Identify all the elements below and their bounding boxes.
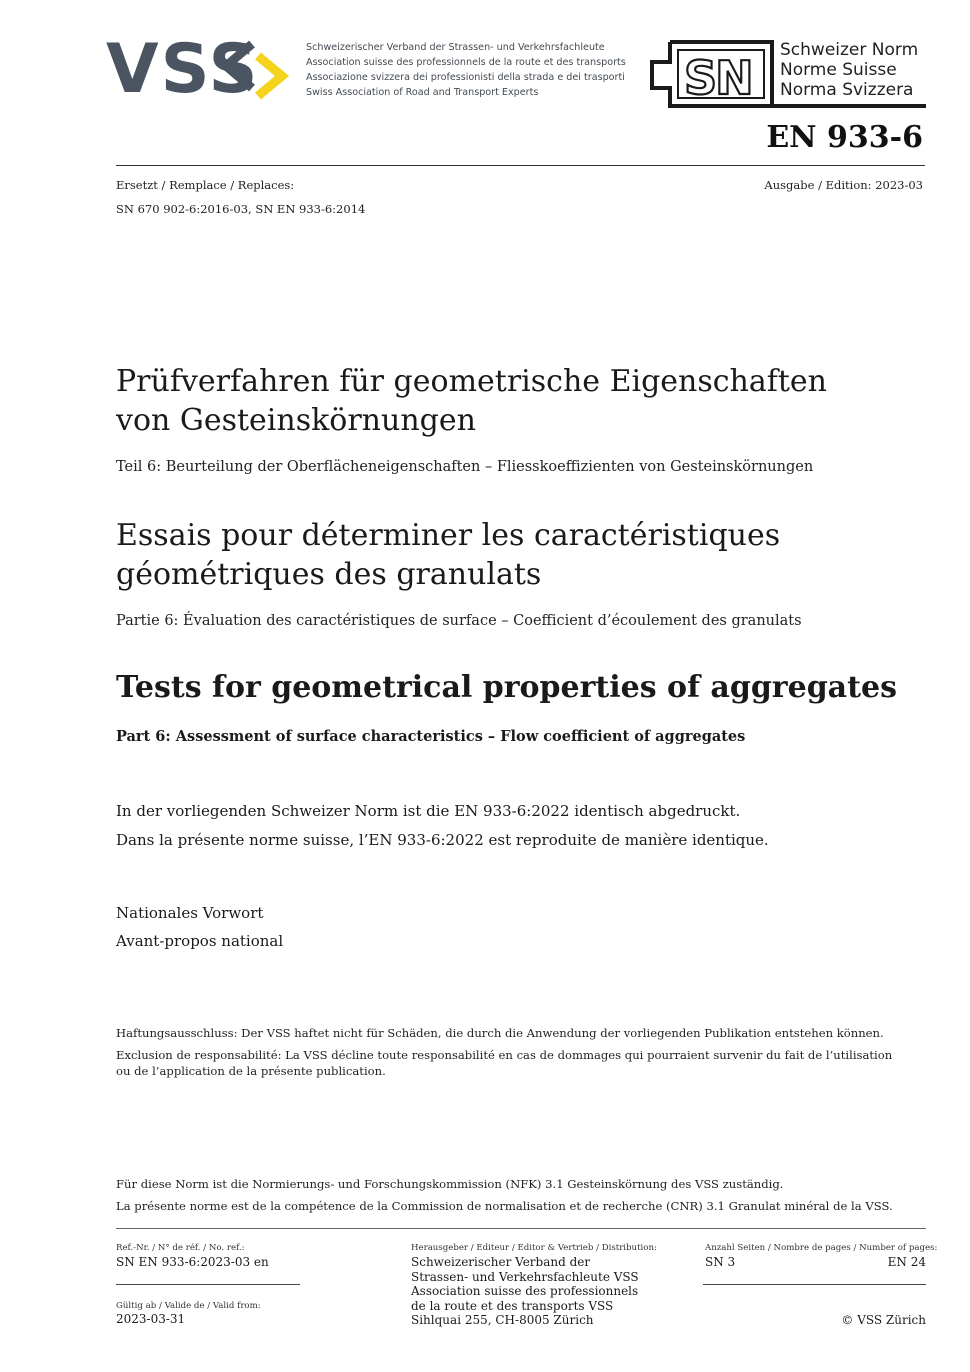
- vss-wordmark: VSS: [106, 32, 260, 100]
- publisher-line-1: Schweizerischer Verband der: [411, 1255, 591, 1269]
- disclaimer-french-line-1: Exclusion de responsabilité: La VSS décline toute responsabilité en cas de dommages qui pourraient survenir du fait de l’utilisation: [116, 1048, 893, 1062]
- pages-rule: [703, 1284, 926, 1285]
- committee-german: Für diese Norm ist die Normierungs- und Forschungskommission (NFK) 3.1 Gesteinskörnung des VSS zuständig.: [116, 1177, 784, 1191]
- replaces-label: Ersetzt / Remplace / Replaces:: [116, 178, 295, 192]
- publisher-address: [411, 1255, 639, 1328]
- sn-name-de: Schweizer Norm: [780, 40, 919, 60]
- vss-org-en: Swiss Association of Road and Transport Experts: [306, 87, 539, 98]
- sn-name-fr: Norme Suisse: [780, 60, 897, 80]
- subtitle-german: Teil 6: Beurteilung der Oberflächeneigenschaften – Fliesskoeffizienten von Gesteinskörnungen: [116, 459, 814, 475]
- sn-class: SN 3: [705, 1255, 736, 1269]
- vss-org-de: Schweizerischer Verband der Strassen- und Verkehrsfachleute: [306, 42, 605, 53]
- header-divider: [116, 165, 925, 166]
- identical-note-french: Dans la présente norme suisse, l’EN 933-6:2022 est reproduite de manière identique.: [116, 831, 769, 849]
- disclaimer-german: Haftungsausschluss: Der VSS haftet nicht für Schäden, die durch die Anwendung der vorliegenden Publikation entstehen können.: [116, 1026, 884, 1040]
- ref-label: Ref.-Nr. / N° de réf. / No. ref.:: [116, 1243, 245, 1253]
- foreword-french: Avant-propos national: [116, 932, 284, 950]
- pages-count: EN 24: [887, 1255, 926, 1269]
- subtitle-english: Part 6: Assessment of surface characteristics – Flow coefficient of aggregates: [116, 728, 746, 745]
- title-english: Tests for geometrical properties of aggregates: [116, 670, 897, 705]
- document-number: EN 933-6: [766, 120, 923, 155]
- title-german-line-1: Prüfverfahren für geometrische Eigenschaften: [116, 364, 827, 399]
- title-french-line-2: géométriques des granulats: [116, 557, 542, 592]
- title-french: [116, 516, 780, 594]
- sn-name-it: Norma Svizzera: [780, 80, 914, 100]
- valid-value: 2023-03-31: [116, 1312, 186, 1326]
- title-german-line-2: von Gesteinskörnungen: [116, 403, 476, 438]
- identical-note-german: In der vorliegenden Schweizer Norm ist die EN 933-6:2022 identisch abgedruckt.: [116, 802, 741, 820]
- vss-org-it: Associazione svizzera dei professionisti della strada e dei trasporti: [306, 72, 625, 83]
- disclaimer-french: [116, 1047, 892, 1079]
- subtitle-french: Partie 6: Évaluation des caractéristiques de surface – Coefficient d’écoulement des granulats: [116, 613, 802, 629]
- publisher-line-4: de la route et des transports VSS: [411, 1298, 614, 1313]
- svg-text:SN: SN: [684, 51, 752, 105]
- ref-value: SN EN 933-6:2023-03 en: [116, 1255, 269, 1269]
- publisher-line-5: Sihlquai 255, CH-8005 Zürich: [411, 1313, 594, 1327]
- valid-label: Gültig ab / Valide de / Valid from:: [116, 1301, 261, 1311]
- vss-logo: [106, 32, 291, 100]
- replaces-value: SN 670 902-6:2016-03, SN EN 933-6:2014: [116, 202, 366, 216]
- committee-french: La présente norme est de la compétence de la Commission de normalisation et de recherche (CNR) 3.1 Granulat minéral de la VSS.: [116, 1199, 893, 1213]
- ref-rule: [116, 1284, 300, 1285]
- edition-date: Ausgabe / Edition: 2023-03: [764, 178, 923, 192]
- pages-label: Anzahl Seiten / Nombre de pages / Number of pages:: [705, 1243, 938, 1253]
- footer-divider: [116, 1228, 926, 1229]
- publisher-label: Herausgeber / Editeur / Editor & Vertrieb / Distribution:: [411, 1243, 657, 1253]
- publisher-line-2: Strassen- und Verkehrsfachleute VSS: [411, 1269, 639, 1284]
- title-german: [116, 362, 827, 440]
- vss-org-names: [306, 40, 626, 100]
- vss-org-fr: Association suisse des professionnels de la route et des transports: [306, 57, 626, 68]
- copyright: © VSS Zürich: [841, 1313, 926, 1327]
- title-french-line-1: Essais pour déterminer les caractéristiques: [116, 518, 781, 553]
- foreword-german: Nationales Vorwort: [116, 904, 264, 922]
- publisher-line-3: Association suisse des professionnels: [411, 1284, 639, 1298]
- sn-names: [780, 40, 918, 100]
- disclaimer-french-line-2: ou de l’application de la présente publication.: [116, 1064, 386, 1078]
